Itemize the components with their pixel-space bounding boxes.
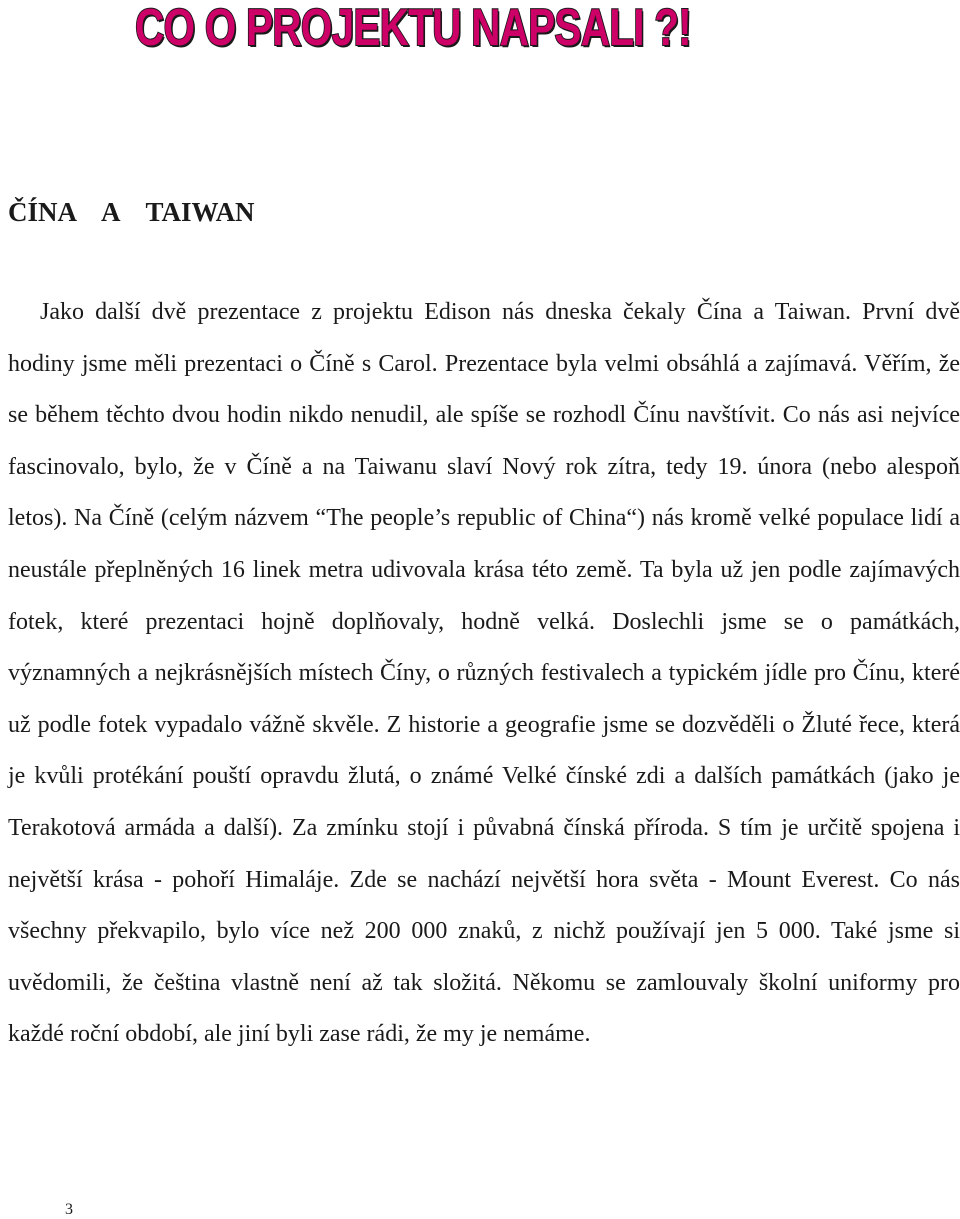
banner-title-art [135, 0, 735, 60]
article-paragraph: Jako další dvě prezentace z projektu Edison nás dneska čekaly Čína a Taiwan. První dvě hodiny jsme měli prezentaci o Číně s Carol. Prezentace byla velmi obsáhlá a zajímavá. Věřím, že se během těchto dvou hodin nikdo nenudil, ale spíše se rozhodl Čínu navštívit. Co nás asi nejvíce fascinovalo, bylo, že v Číně a na Taiwanu slaví Nový rok zítra, tedy 19. února (nebo alespoň letos). Na Číně (celým názvem “The people’s republic of China“) nás kromě velké populace lidí a neustále přeplněných 16 linek metra udivovala krása této země. Ta byla už jen podle zajímavých fotek, které prezentaci hojně doplňovaly, hodně velká. Doslechli jsme se o památkách, významných a nejkrásnějších místech Číny, o různých festivalech a typickém jídle pro Čínu, které už podle fotek vypadalo vážně skvěle. Z historie a geografie jsme se dozvěděli o Žluté řece, která je kvůli protékání pouští opravdu žlutá, o známé Velké čínské zdi a dalších památkách (jako je Terakotová armáda a další). Za zmínku stojí i půvabná čínská příroda. S tím je určitě spojena i největší krása - pohoří Himaláje. Zde se nachází největší hora světa - Mount Everest. Co nás všechny překvapilo, bylo více než 200 000 znaků, z nichž používají jen 5 000. Také jsme si uvědomili, že čeština vlastně není až tak složitá. Někomu se zamlouvaly školní uniformy pro každé roční období, ale jiní byli zase rádi, že my je nemáme. [8, 299, 960, 1048]
page-number: 3 [65, 1201, 73, 1218]
banner-title: CO O PROJEKTU NAPSALI ?! [135, 0, 691, 57]
article-heading: ČÍNA A TAIWAN [8, 197, 255, 227]
